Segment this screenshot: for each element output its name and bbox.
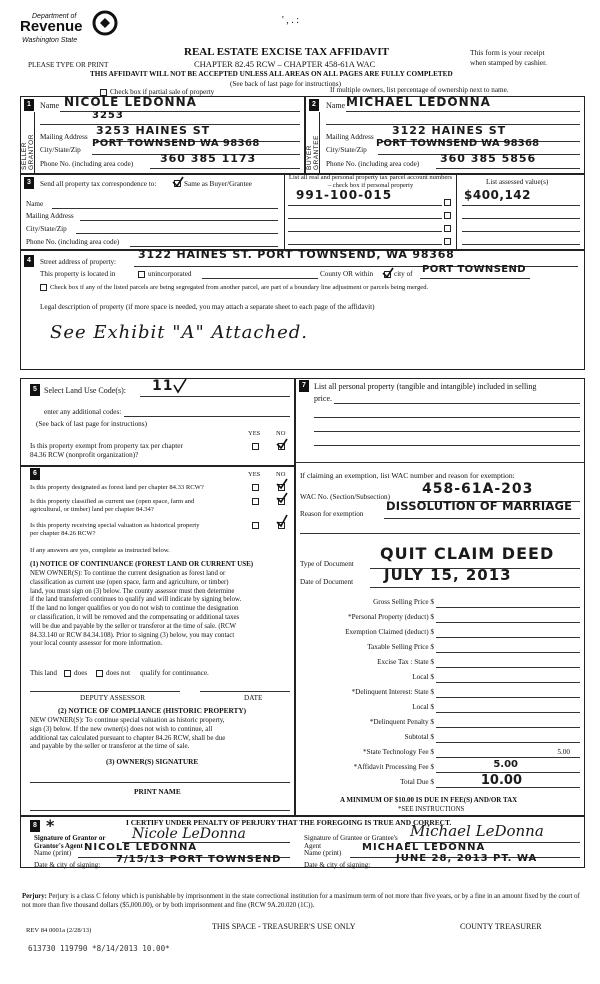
tax-row-label: *Affidavit Processing Fee $: [353, 763, 434, 771]
owner-signature-label: (3) OWNER(S) SIGNATURE: [106, 757, 199, 766]
tax-table: [296, 596, 580, 786]
forest-q2-check-icon: [276, 492, 288, 504]
land-does-label: does: [74, 669, 88, 677]
notice2-title: (2) NOTICE OF COMPLIANCE (HISTORIC PROPERTY): [58, 706, 247, 715]
section-number-5: 5: [30, 384, 40, 396]
land-does-checkbox[interactable]: [64, 670, 71, 677]
section6-yes: YES: [248, 471, 261, 478]
county-treasurer: COUNTY TREASURER: [460, 922, 542, 931]
assessed-header: List assessed value(s): [486, 178, 549, 186]
exempt-q2: 84.36 RCW (nonprofit organization)?: [30, 451, 139, 459]
exempt-no-check-icon: [276, 438, 288, 450]
receipt-line1: This form is your receipt: [470, 48, 545, 57]
forest-q1: Is this property designated as forest land per chapter 84.33 RCW?: [30, 484, 204, 491]
parcel-personal-checkbox-1[interactable]: [444, 199, 451, 206]
notice1-line: If the land no longer qualifies or you do not wish to continue the designation: [30, 605, 239, 613]
deputy-assessor-label: DEPUTY ASSESSOR: [80, 694, 146, 702]
located-in-label: This property is located in: [40, 270, 116, 278]
notice1-line: or classification, it will be removed and the compensating or additional taxes: [30, 613, 240, 621]
notice1-title: (1) NOTICE OF CONTINUANCE (FOREST LAND OR CURRENT USE): [30, 560, 254, 568]
tax-row-label: Taxable Selling Price $: [367, 643, 434, 651]
grantee-name-label: Name (print): [304, 849, 342, 857]
land-does-not-checkbox[interactable]: [96, 670, 103, 677]
tax-row-label: Subtotal $: [404, 733, 434, 741]
land-use-code[interactable]: 11: [152, 378, 174, 394]
wac-number[interactable]: 458-61A-203: [422, 481, 534, 497]
seller-name-label: Name: [40, 101, 60, 110]
seller-side-label: SELLER GRANTOR: [21, 134, 35, 170]
tax-row: [296, 686, 580, 701]
additional-codes-label: enter any additional codes:: [44, 408, 122, 416]
city-check-mark-icon: [382, 267, 394, 279]
receipt-line2: when stamped by cashier.: [470, 58, 548, 67]
corr-name-label: Name: [26, 200, 44, 208]
washington-logo-icon: [92, 10, 118, 36]
treasurer-stamp: 613730 119790 *8/14/2013 10.00*: [28, 944, 170, 953]
section-number-4: 4: [24, 255, 34, 267]
tax-row: [296, 641, 580, 656]
certify-statement: I CERTIFY UNDER PENALTY OF PERJURY THAT THE FOREGOING IS TRUE AND CORRECT.: [126, 818, 452, 827]
notice2-body: [30, 716, 292, 751]
tax-row-label: *Delinquent Interest: State $: [351, 688, 434, 696]
grantor-mark: *: [46, 816, 56, 835]
grantor-signature[interactable]: Nicole LeDonna: [132, 826, 246, 842]
land-use-check-icon: [172, 378, 188, 394]
perjury-notice: [22, 893, 580, 910]
check-mark-icon: [172, 176, 184, 188]
form-title: REAL ESTATE EXCISE TAX AFFIDAVIT: [184, 46, 389, 58]
section5-no: NO: [276, 430, 286, 437]
rev-number: REV 84 0001a (2/28/13): [26, 927, 92, 934]
perjury-text: Perjury is a class C felony which is punishable by imprisonment in the state correctional institution for a maximum term of not more than five years, or by a fine in an amount fixed by the court of not more than five thousand dollars ($5,000.00), or by both imprisonment and fine (RCW 9A.20.020 (1C)).: [22, 893, 580, 909]
tax-row-value[interactable]: 5.00: [493, 759, 518, 770]
grantee-print-name[interactable]: MICHAEL LEDONNA: [362, 842, 486, 853]
section-number-3: 3: [24, 177, 34, 189]
tax-row: [296, 656, 580, 671]
tax-row-label: Local $: [412, 673, 434, 681]
grantor-print-name[interactable]: NICOLE LEDONNA: [84, 842, 198, 853]
correspondence-label: Send all property tax correspondence to:: [40, 180, 157, 188]
document-date[interactable]: JULY 15, 2013: [384, 566, 512, 584]
section5-yes: YES: [248, 430, 261, 437]
notice1-line: 84.33.140 or RCW 84.34.108). Prior to signing (3) below, you may contact: [30, 631, 235, 639]
qualify-label: qualify for continuance.: [140, 669, 209, 677]
notice1-body: [30, 570, 292, 649]
street-address[interactable]: 3122 HAINES ST. PORT TOWNSEND, WA 98368: [138, 248, 455, 261]
personal-label1: List all personal property (tangible and intangible) included in selling: [314, 382, 537, 391]
tax-row-value[interactable]: 5.00: [557, 748, 570, 756]
unincorporated-checkbox[interactable]: [138, 271, 145, 278]
property-city[interactable]: PORT TOWNSEND: [422, 264, 527, 275]
form-warning: THIS AFFIDAVIT WILL NOT BE ACCEPTED UNLESS ALL AREAS ON ALL PAGES ARE FULLY COMPLETED: [90, 70, 453, 78]
corr-city-label: City/State/Zip: [26, 225, 67, 233]
forest-q1-check-icon: [276, 478, 288, 490]
seller-mailing-label: Mailing Address: [40, 133, 88, 141]
grantor-name-label: Name (print): [34, 849, 72, 857]
grantor-date-label: Date & city of signing:: [34, 861, 101, 869]
notice2-line: sign (3) below. If the new owner(s) does not wish to continue, all: [30, 724, 213, 733]
unincorporated-label: unincorporated: [148, 270, 192, 278]
land-use-label: Select Land Use Code(s):: [44, 386, 126, 395]
segregated-label: Check box if any of the listed parcels are being segregated from another parcel, are part of a boundary line adjustment or parcels being merged.: [50, 284, 429, 291]
this-land-label: This land: [30, 669, 57, 677]
seller-phone[interactable]: 360 385 1173: [160, 152, 257, 165]
notice1-line: land, you must sign on (3) below. The county assessor must then determine: [30, 587, 235, 595]
section6-no: NO: [276, 471, 286, 478]
revenue-logo: [8, 10, 118, 56]
buyer-city[interactable]: PORT TOWNSEND WA 98368: [376, 138, 540, 149]
grantor-sig-label: Signature of Grantor or Grantor's Agent: [34, 834, 106, 850]
county-within-label: County OR within: [320, 270, 374, 278]
grantee-date-label: Date & city of signing:: [304, 861, 371, 869]
exemption-label: If claiming an exemption, list WAC number and reason for exemption:: [300, 471, 515, 480]
parcel-personal-checkbox-4[interactable]: [444, 238, 451, 245]
tax-row: [296, 626, 580, 641]
forest-q2b: agricultural, or timber) land per chapter 84.34?: [30, 506, 154, 513]
partial-sale-label: Check box if partial sale of property: [110, 88, 215, 96]
personal-label2: price.: [314, 394, 332, 403]
tax-row: [296, 701, 580, 716]
buyer-phone[interactable]: 360 385 5856: [440, 152, 537, 165]
section-number-7: 7: [299, 380, 309, 392]
forest-q2a: Is this property classified as current use (open space, farm and: [30, 498, 195, 505]
buyer-name-label: Name: [326, 101, 346, 110]
tax-row-label: Total Due $: [400, 778, 434, 786]
legal-description[interactable]: See Exhibit "A" Attached.: [50, 322, 308, 343]
wac-label: WAC No. (Section/Subsection): [300, 493, 391, 501]
deputy-date-label: DATE: [244, 694, 263, 702]
parcel-number[interactable]: 991-100-015: [296, 188, 393, 202]
section-number-8: 8: [30, 820, 40, 832]
exempt-yes-checkbox[interactable]: [252, 443, 259, 450]
forest-q2-yes[interactable]: [252, 498, 259, 505]
segregated-checkbox[interactable]: [40, 284, 47, 291]
notice1-line: your local county assessor for more information.: [30, 640, 163, 648]
tax-row: [296, 671, 580, 686]
buyer-mailing[interactable]: 3122 HAINES ST: [392, 124, 507, 137]
section5-see-back: (See back of last page for instructions): [36, 420, 147, 428]
buyer-phone-label: Phone No. (including area code): [326, 160, 420, 168]
grantee-sig-label: Signature of Grantee or Grantee's Agent: [304, 834, 398, 850]
assessed-value[interactable]: $400,142: [464, 188, 532, 202]
notice2-line: NEW OWNER(S): To continue special valuation as historic property,: [30, 716, 225, 724]
tax-row-label: Gross Selling Price $: [373, 598, 434, 606]
forest-q3-check-icon: [276, 514, 288, 528]
street-label: Street address of property:: [40, 258, 117, 266]
parcel-header: List all real and personal property tax parcel account numbers – check box if personal property: [288, 174, 453, 189]
forest-q3a: Is this property receiving special valuation as historical property: [30, 522, 200, 529]
tax-row: [296, 731, 580, 746]
notice1-line: NEW OWNER(S): To continue the current designation as forest land or: [30, 570, 226, 577]
tax-row-label: Excise Tax : State $: [377, 658, 434, 666]
perjury-bold: Perjury:: [22, 893, 47, 900]
grantor-date-city[interactable]: 7/15/13 PORT TOWNSEND: [116, 854, 282, 865]
seller-city-label: City/State/Zip: [40, 146, 81, 154]
buyer-mailing-label: Mailing Address: [326, 133, 374, 141]
notice2-line: and payable by the seller or transferor at the time of sale.: [30, 742, 190, 751]
forest-q1-yes[interactable]: [252, 484, 259, 491]
tax-row-label: Local $: [412, 703, 434, 711]
buyer-side-label: BUYER GRANTEE: [306, 135, 320, 170]
tax-row: [296, 716, 580, 731]
logo-revenue: Revenue: [20, 18, 83, 35]
please-type: PLEASE TYPE OR PRINT: [28, 61, 109, 69]
tax-row-label: Exemption Claimed (deduct) $: [345, 628, 434, 636]
corr-mailing-label: Mailing Address: [26, 212, 74, 220]
header-scribble: ' , . :: [282, 15, 300, 26]
seller-city[interactable]: PORT TOWNSEND WA 98368: [92, 138, 260, 149]
seller-name-extra[interactable]: 3253: [92, 110, 124, 121]
tax-row-label: *Delinquent Penalty $: [369, 718, 434, 726]
city-of-label: city of: [394, 270, 413, 278]
buyer-city-label: City/State/Zip: [326, 146, 367, 154]
section-number-6: 6: [30, 468, 40, 480]
corr-phone-label: Phone No. (including area code): [26, 238, 120, 246]
tax-row: [296, 761, 580, 776]
exemption-reason[interactable]: DISSOLUTION OF MARRIAGE: [386, 499, 573, 513]
see-instructions: *SEE INSTRUCTIONS: [398, 806, 465, 813]
print-name-label: PRINT NAME: [134, 787, 181, 796]
seller-phone-label: Phone No. (including area code): [40, 160, 134, 168]
seller-name[interactable]: NICOLE LEDONNA: [64, 95, 197, 109]
doc-date-label: Date of Document: [300, 578, 354, 586]
doc-type-label: Type of Document: [300, 560, 354, 568]
section-number-1: 1: [24, 99, 34, 111]
exempt-q1: Is this property exempt from property tax per chapter: [30, 442, 183, 450]
form-see-back: (See back of last page for instructions): [230, 80, 341, 88]
parcel-personal-checkbox-2[interactable]: [444, 212, 451, 219]
reason-label: Reason for exemption: [300, 510, 364, 518]
land-does-not-label: does not: [106, 669, 131, 677]
notice1-line: classification as current use (open space, farm and agriculture, or timber): [30, 578, 229, 586]
tax-row: [296, 611, 580, 626]
form-chapter: CHAPTER 82.45 RCW – CHAPTER 458-61A WAC: [194, 59, 376, 69]
tax-row-label: *Personal Property (deduct) $: [347, 613, 434, 621]
tax-row: [296, 746, 580, 761]
notice2-line: additional tax calculated pursuant to chapter 84.26 RCW, shall be due: [30, 733, 226, 742]
multiple-owners-label: If multiple owners, list percentage of ownership next to name.: [330, 86, 509, 94]
forest-q3b: per chapter 84.26 RCW?: [30, 530, 96, 537]
notice1-line: will be due and payable by the seller or transferor at the time of sale. (RCW: [30, 622, 237, 630]
treasurer-space: THIS SPACE - TREASURER'S USE ONLY: [212, 922, 356, 931]
tax-row-value[interactable]: 10.00: [480, 773, 522, 788]
minimum-due: A MINIMUM OF $10.00 IS DUE IN FEE(S) AND/OR TAX: [340, 796, 518, 804]
tax-row-label: *State Technology Fee $: [362, 748, 434, 756]
forest-q3-yes[interactable]: [252, 522, 259, 529]
grantee-signature[interactable]: Michael LeDonna: [410, 822, 544, 840]
if-yes-label: If any answers are yes, complete as instructed below.: [30, 547, 170, 554]
notice1-line: if the land transferred continues to qualify and will indicate by signing below.: [30, 596, 242, 604]
tax-row: [296, 596, 580, 611]
document-type[interactable]: QUIT CLAIM DEED: [380, 544, 555, 563]
legal-label: Legal description of property (if more space is needed, you may attach a separate sheet to each page of the affidavit): [40, 303, 375, 311]
buyer-name[interactable]: MICHAEL LEDONNA: [346, 95, 491, 109]
logo-state: Washington State: [22, 37, 78, 44]
same-as-buyer-label: Same as Buyer/Grantee: [184, 180, 252, 188]
parcel-personal-checkbox-3[interactable]: [444, 225, 451, 232]
section-number-2: 2: [309, 99, 319, 111]
tax-row: [296, 773, 580, 791]
grantee-date-city[interactable]: JUNE 28, 2013 PT. WA: [396, 853, 538, 864]
logo-dept: Department of: [32, 13, 77, 20]
seller-mailing[interactable]: 3253 HAINES ST: [96, 124, 211, 137]
